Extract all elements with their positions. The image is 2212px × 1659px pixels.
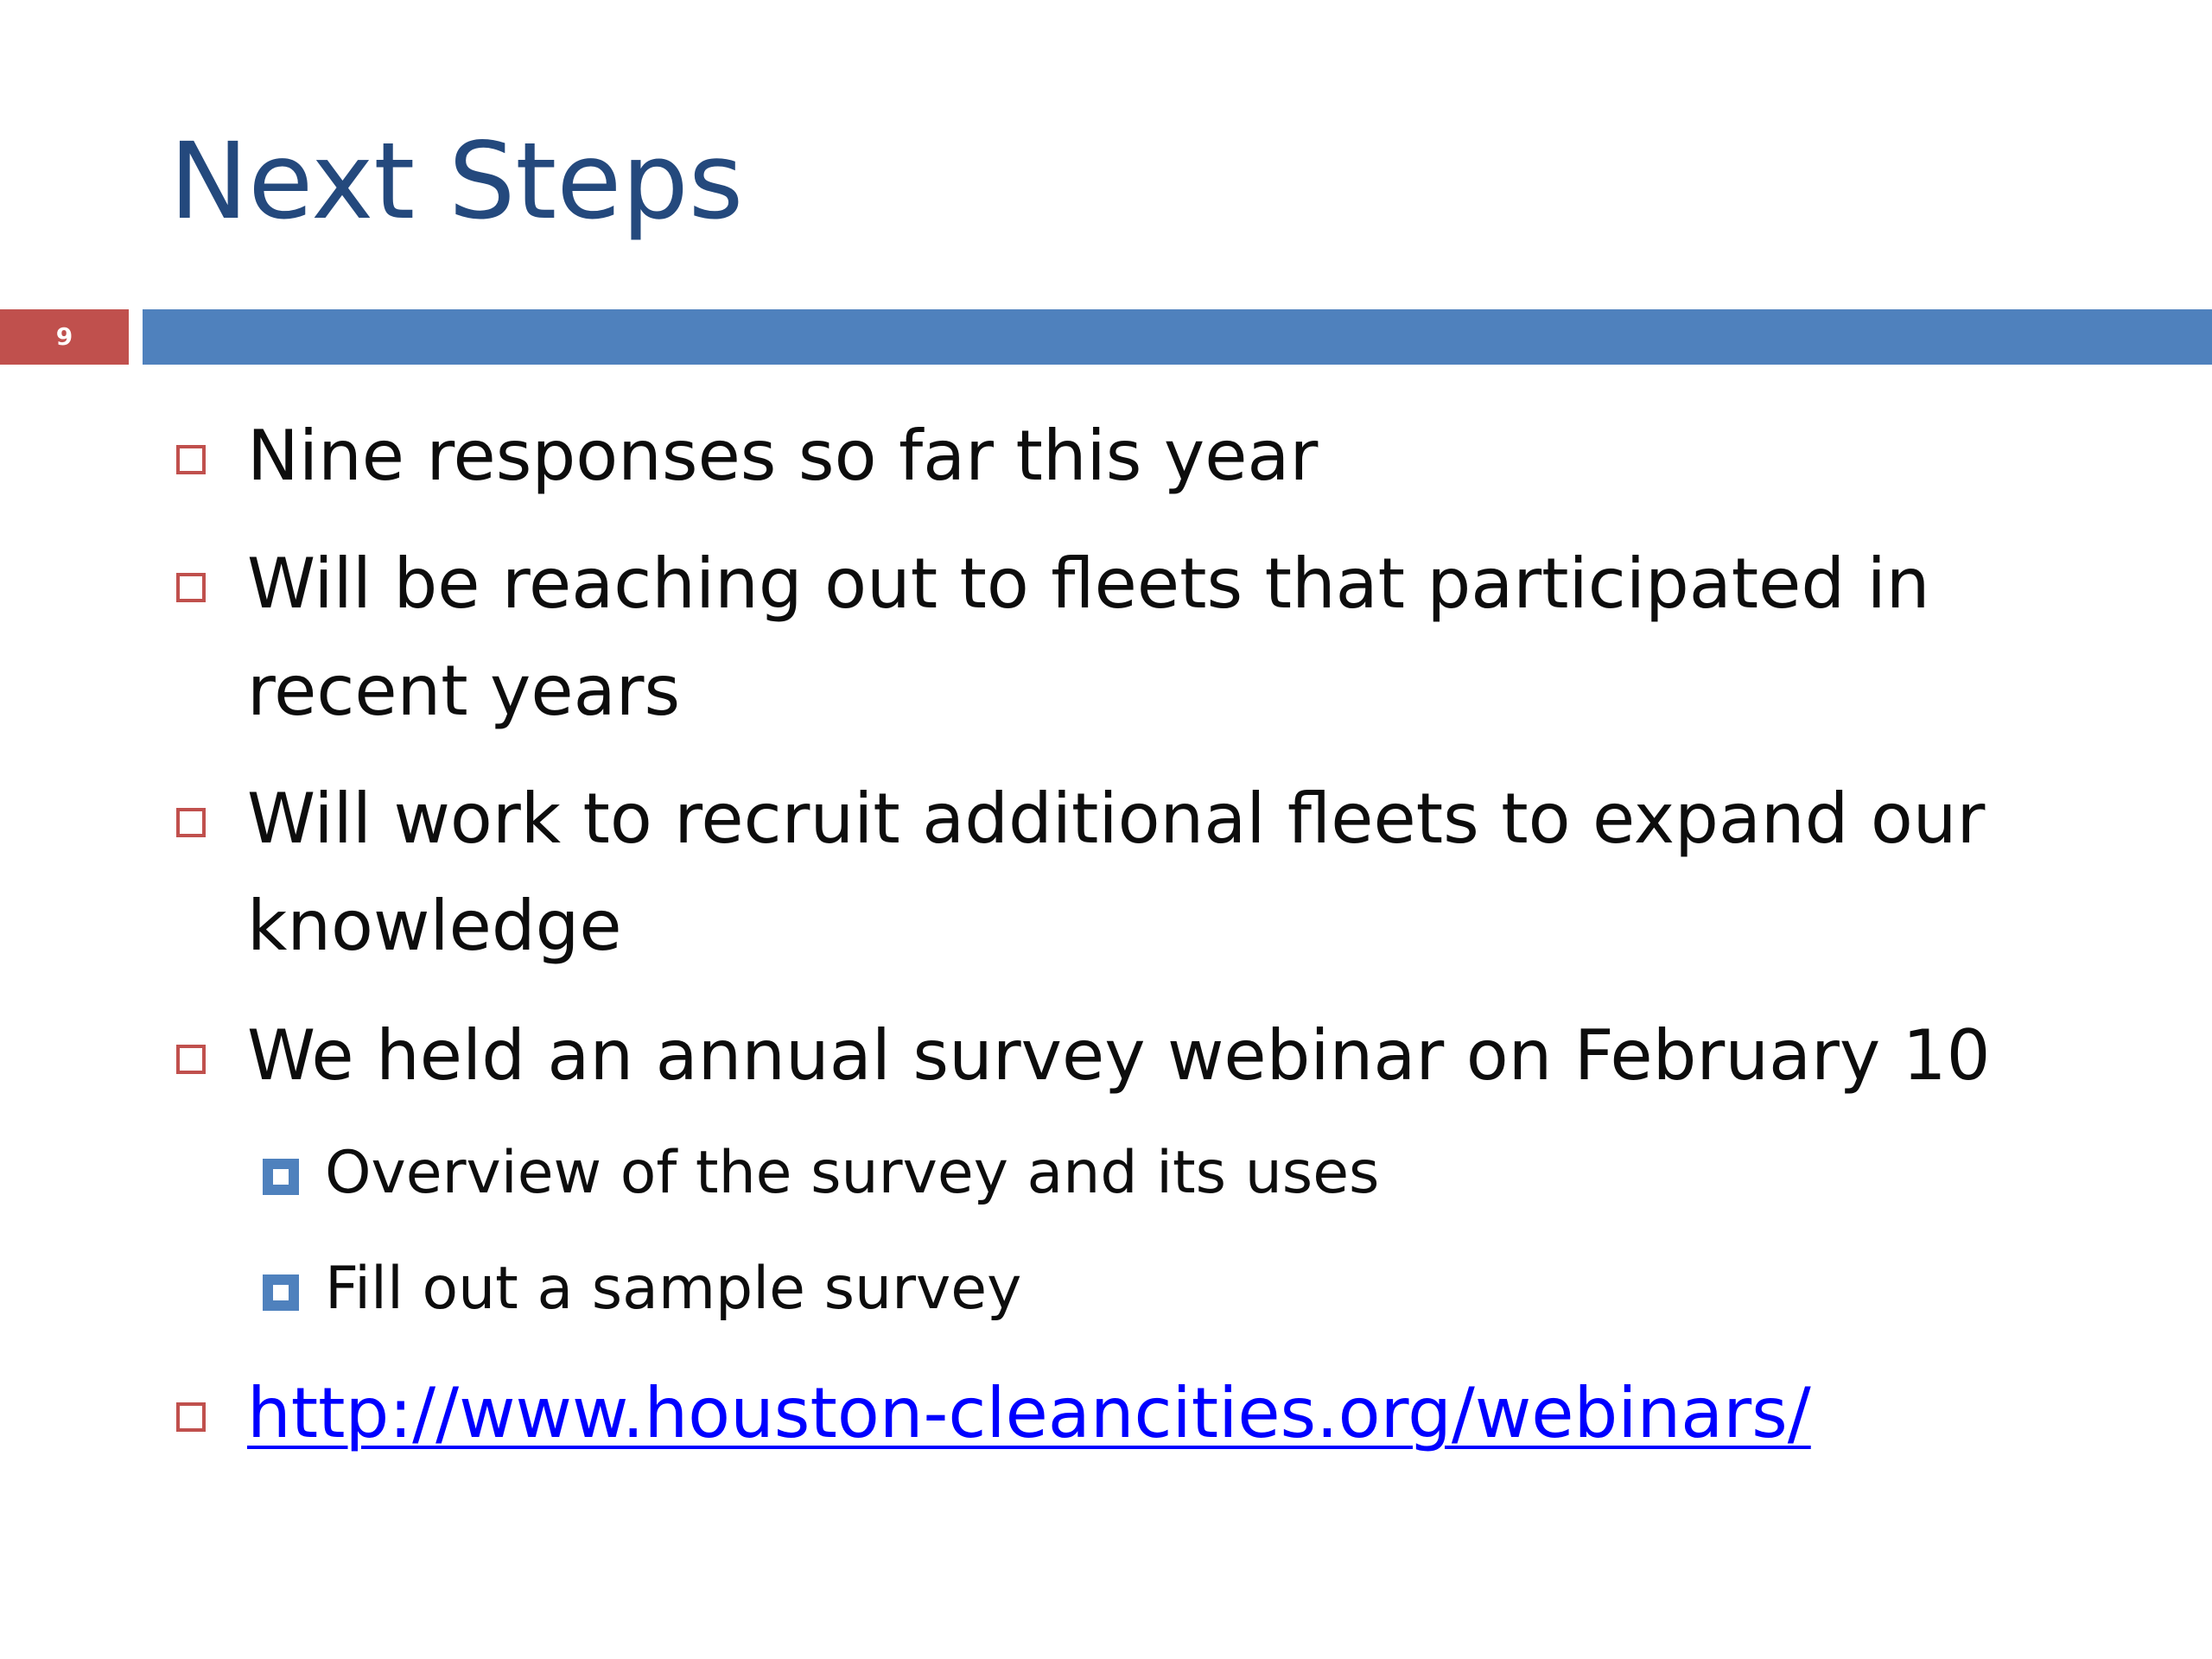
- bullet-text: Nine responses so far this year: [247, 416, 1319, 496]
- bullet-text-line-1: Will be reaching out to fleets that participated in: [247, 543, 1930, 624]
- bullet-item-3: [247, 766, 2174, 980]
- bullet-item-1: [247, 403, 2174, 510]
- filled-square-bullet-icon: [263, 1159, 299, 1195]
- bullet-text-line-2: knowledge: [247, 886, 622, 966]
- filled-square-bullet-icon: [263, 1274, 299, 1311]
- bullet-item-4: [247, 1002, 2174, 1109]
- slide-number: 9: [55, 322, 73, 351]
- hollow-square-bullet-icon: [176, 1045, 206, 1074]
- hollow-square-bullet-icon: [176, 1402, 206, 1432]
- hollow-square-bullet-icon: [176, 445, 206, 474]
- sub-bullet-item-1: [325, 1130, 2139, 1217]
- bullet-text-line-2: recent years: [247, 651, 681, 731]
- hollow-square-bullet-icon: [176, 808, 206, 837]
- sub-bullet-item-2: [325, 1246, 2139, 1332]
- bullet-text: We held an annual survey webinar on February 10: [247, 1015, 1991, 1096]
- sub-bullet-text: Fill out a sample survey: [325, 1255, 1022, 1323]
- slide-title: Next Steps: [169, 120, 744, 243]
- bullet-item-2: [247, 531, 2174, 745]
- hollow-square-bullet-icon: [176, 573, 206, 602]
- bullet-item-5: [247, 1360, 2174, 1467]
- bullet-text-line-1: Will work to recruit additional fleets to expand our: [247, 779, 1986, 859]
- webinars-link[interactable]: http://www.houston-cleancities.org/webinars/: [247, 1373, 1811, 1453]
- sub-bullet-text: Overview of the survey and its uses: [325, 1139, 1380, 1207]
